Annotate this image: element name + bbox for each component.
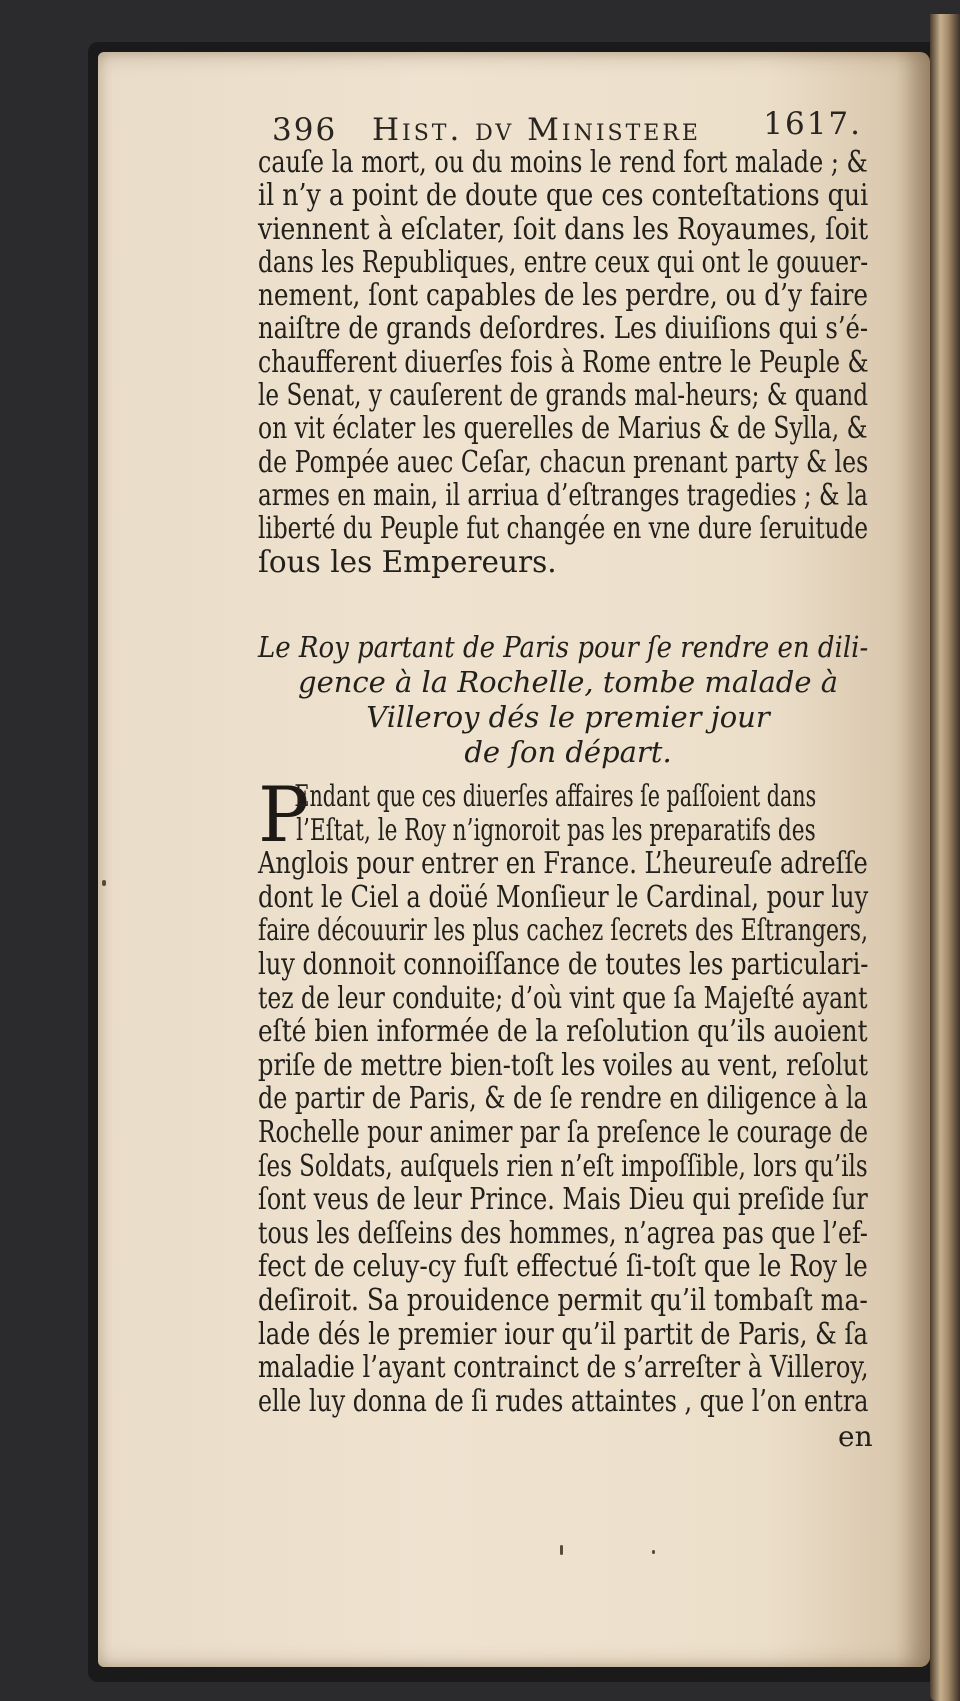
- year-marker: 1617.: [763, 106, 862, 142]
- text-line: l’Eſtat, le Roy n’ignoroit pas les preparatifs des: [296, 812, 816, 847]
- text-line: ſous les Empereurs.: [258, 544, 557, 579]
- text-line: tous les deſſeins des hommes, n’agrea pas que l’ef-: [258, 1215, 868, 1250]
- text-line: de partir de Paris, & de ſe rendre en diligence à la: [258, 1081, 868, 1116]
- text-line: nement, ſont capables de les perdre, ou d’y faire: [258, 278, 869, 313]
- drop-cap: P: [258, 770, 310, 859]
- heading-line: Le Roy partant de Paris pour ſe rendre en dili-: [258, 630, 869, 664]
- heading-line: de ſon départ.: [464, 735, 672, 769]
- running-title: Hist. dv Ministere: [372, 112, 701, 148]
- text-line: il n’y a point de doute que ces conteſtations qui: [258, 178, 869, 213]
- text-line: de Pompée auec Ceſar, chacun prenant party & les: [258, 444, 869, 479]
- text-line: Rochelle pour animer par ſa preſence le courage de: [258, 1114, 868, 1149]
- heading-line: Villeroy dés le premier jour: [366, 700, 770, 734]
- text-line: ſont veus de leur Prince. Mais Dieu qui preſide ſur: [258, 1182, 868, 1217]
- page-edge: [930, 14, 960, 1701]
- text-line: elle luy donna de ſi rudes attaintes , que l’on entra: [258, 1383, 869, 1418]
- text-line: priſe de mettre bien-toſt les voiles au vent, reſolut: [258, 1047, 869, 1082]
- page-number: 396: [272, 112, 338, 148]
- text-line: cauſe la mort, ou du moins le rend fort malade ; &: [258, 145, 868, 179]
- paper-speck: [560, 1545, 563, 1555]
- paragraph-2: [258, 770, 878, 1418]
- text-line: armes en main, il arriua d’eſtranges tragedies ; & la: [258, 477, 868, 512]
- paragraph-1: [258, 146, 878, 579]
- text-line: maladie l’ayant contrainct de s’arreſter à Villeroy,: [258, 1350, 869, 1385]
- text-line: naiſtre de grands deſordres. Les diuiſions qui s’é-: [258, 311, 869, 346]
- text-line: on vit éclater les querelles de Marius & de Sylla, &: [258, 411, 868, 446]
- heading-line: gence à la Rochelle, tombe malade à: [298, 665, 838, 699]
- catchword: en: [838, 1420, 873, 1453]
- text-line: dans les Republiques, entre ceux qui ont le gouuer-: [258, 244, 869, 279]
- text-line: fect de celuy-cy fuſt effectué ſi-toſt que le Roy le: [258, 1249, 868, 1284]
- text-line: le Senat, y cauſerent de grands mal-heurs; & quand: [258, 378, 869, 413]
- text-line: viennent à eſclater, ſoit dans les Royaumes, ſoit: [258, 211, 869, 246]
- text-line: tez de leur conduite; d’où vint que ſa Majeſté ayant: [258, 980, 868, 1015]
- text-line: lade dés le premier iour qu’il partit de Paris, & ſa: [258, 1316, 869, 1351]
- paper-speck: [102, 880, 106, 886]
- text-line: Endant que ces diuerſes affaires ſe paſſoient dans: [294, 779, 817, 813]
- text-line: chaufferent diuerſes fois à Rome entre le Peuple &: [258, 344, 869, 379]
- text-line: ſes Soldats, auſquels rien n’eſt impoſſible, lors qu’ils: [258, 1148, 868, 1183]
- text-line: eſté bien informée de la reſolution qu’ils auoient: [258, 1014, 868, 1049]
- text-line: Anglois pour entrer en France. L’heureuſe adreſſe: [258, 846, 868, 881]
- text-line: faire découurir les plus cachez ſecrets des Eſtrangers,: [258, 913, 869, 948]
- text-line: luy donnoit connoiſſance de toutes les particulari-: [258, 946, 869, 981]
- text-line: deſiroit. Sa prouidence permit qu’il tombaſt ma-: [258, 1282, 868, 1317]
- section-heading: [258, 630, 878, 770]
- paper-speck: [652, 1550, 655, 1554]
- text-line: dont le Ciel a doüé Monſieur le Cardinal, pour luy: [258, 879, 869, 914]
- text-line: liberté du Peuple fut changée en vne dure ſeruitude: [258, 511, 869, 546]
